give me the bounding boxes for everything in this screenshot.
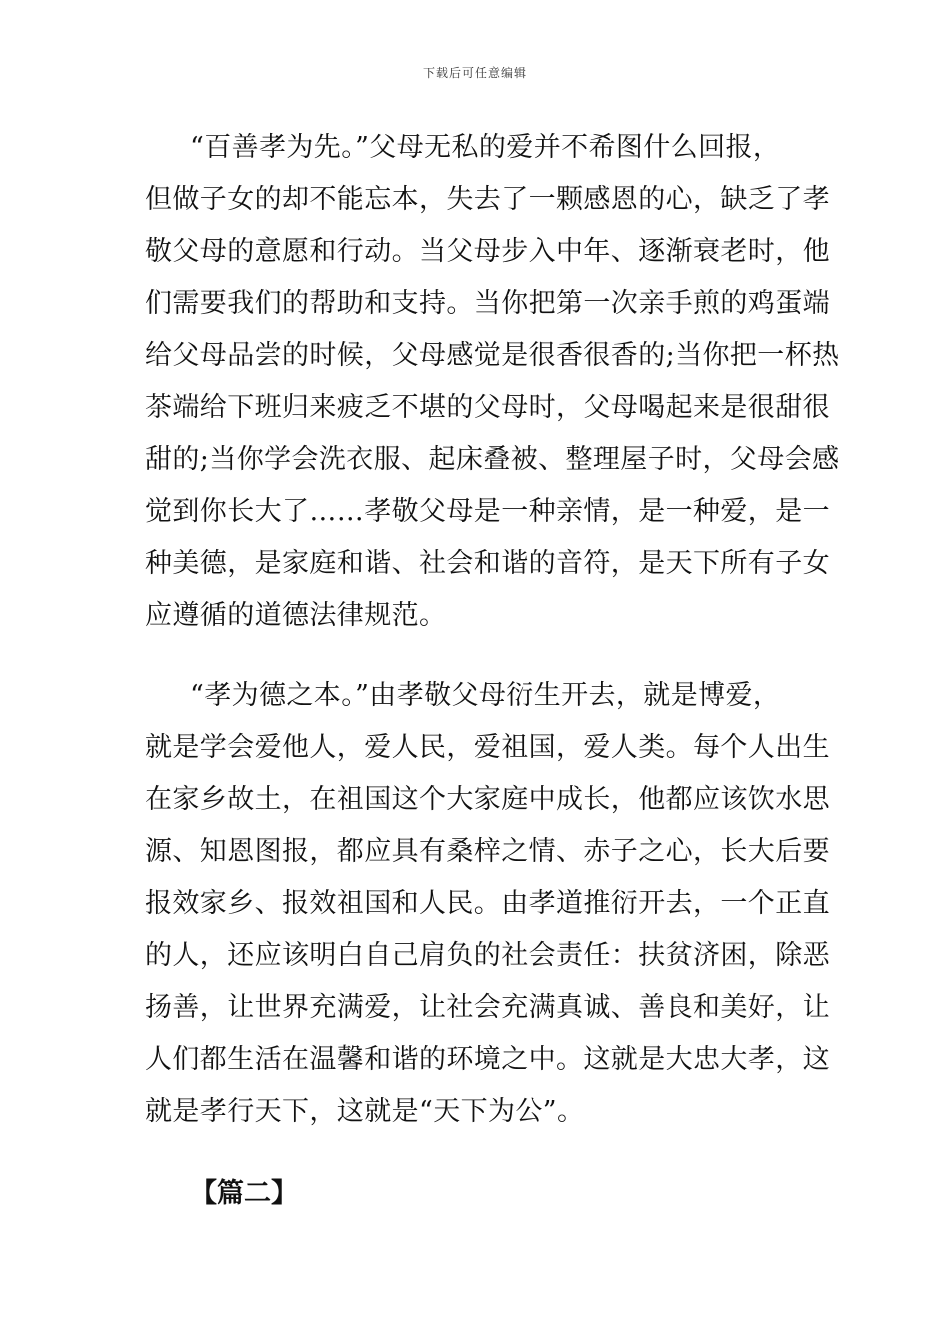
header-note: 下载后可任意编辑	[422, 66, 527, 80]
paragraph-line: 应遵循的道德法律规范。	[145, 600, 447, 631]
paragraph-line: 种美德，是家庭和谐、社会和谐的音符，是天下所有子女	[145, 548, 830, 579]
paragraph-line: 就是学会爱他人，爱人民，爱祖国，爱人类。每个人出生	[145, 732, 830, 763]
paragraph-line: 就是孝行天下，这就是“天下为公”。	[145, 1096, 585, 1127]
paragraph-line: “百善孝为先。”父母无私的爱并不希图什么回报，	[190, 132, 781, 163]
paragraph-line: 源、知恩图报，都应具有桑梓之情、赤子之心，长大后要	[145, 836, 830, 867]
paragraph-line: 扬善，让世界充满爱，让社会充满真诚、善良和美好，让	[145, 992, 830, 1023]
paragraph-line: 但做子女的却不能忘本，失去了一颗感恩的心，缺乏了孝	[145, 184, 830, 215]
paragraph-line: 们需要我们的帮助和支持。当你把第一次亲手煎的鸡蛋端	[145, 288, 830, 319]
paragraph-1	[145, 122, 840, 642]
paragraph-2	[145, 670, 830, 1138]
paragraph-line: 觉到你长大了……孝敬父母是一种亲情，是一种爱，是一	[145, 496, 830, 527]
section-heading: 【篇二】	[190, 1178, 298, 1209]
paragraph-line: 给父母品尝的时候，父母感觉是很香很香的;当你把一杯热	[145, 340, 840, 371]
paragraph-line: “孝为德之本。”由孝敬父母衍生开去，就是博爱，	[190, 680, 781, 711]
paragraph-line: 报效家乡、报效祖国和人民。由孝道推衍开去，一个正直	[145, 888, 830, 919]
paragraph-line: 的人，还应该明白自己肩负的社会责任：扶贫济困，除恶	[145, 940, 830, 971]
paragraph-line: 人们都生活在温馨和谐的环境之中。这就是大忠大孝，这	[145, 1044, 830, 1075]
paragraph-line: 敬父母的意愿和行动。当父母步入中年、逐渐衰老时，他	[145, 236, 830, 267]
paragraph-line: 在家乡故土，在祖国这个大家庭中成长，他都应该饮水思	[145, 784, 830, 815]
paragraph-line: 甜的;当你学会洗衣服、起床叠被、整理屋子时，父母会感	[145, 444, 840, 475]
paragraph-line: 茶端给下班归来疲乏不堪的父母时，父母喝起来是很甜很	[145, 392, 830, 423]
